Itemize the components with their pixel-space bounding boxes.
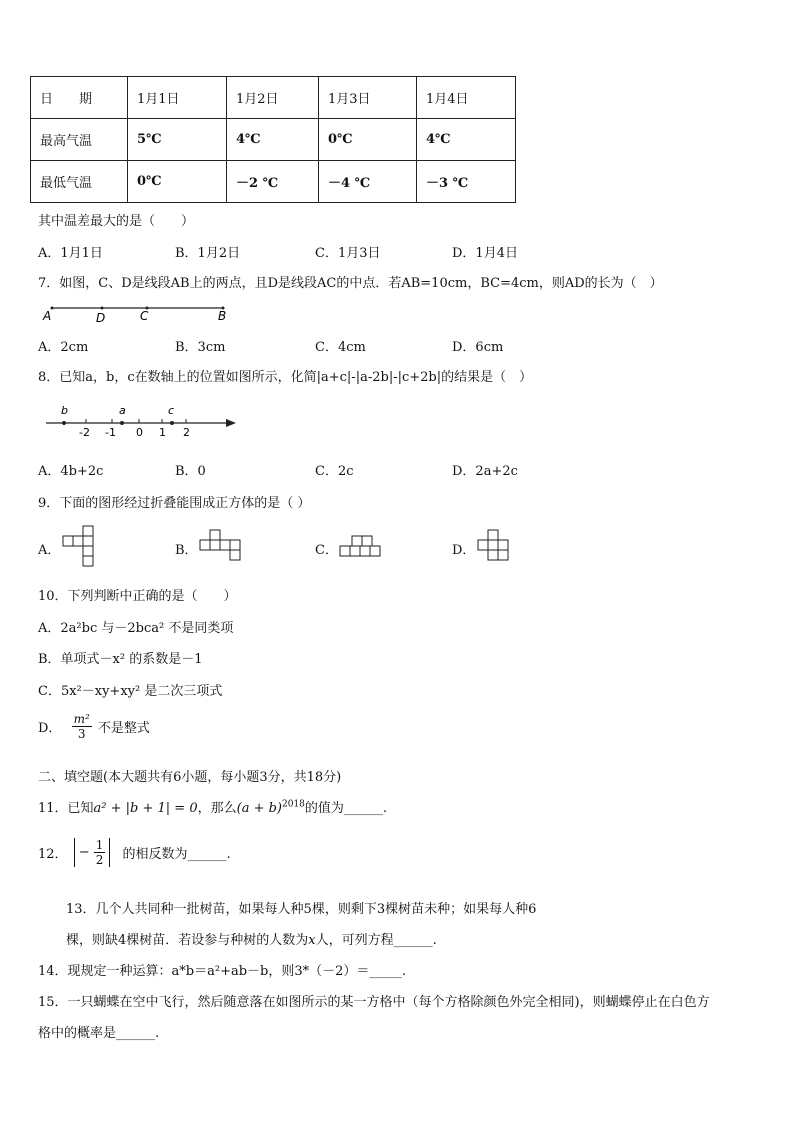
q7-option-c: C．4cm [315,340,366,355]
exponent: 2018 [282,799,305,810]
q9-stem: 9．下面的图形经过折叠能围成正方体的是（ ） [38,496,311,511]
fraction-denominator: 3 [77,727,86,741]
table-cell: 最高气温 [31,119,128,161]
q15-line2: 格中的概率是______. [38,1026,160,1041]
q7-stem: 7．如图，C、D是线段AB上的两点，且D是线段AC的中点．若AB=10cm，BC=4cm，则AD的长为（ ） [38,276,663,291]
point-label: b [61,404,68,417]
table-cell: 4℃ [417,119,516,161]
temperature-table [30,76,516,203]
option-text: 不是整式 [97,721,150,736]
number-line-figure [44,402,244,442]
point-label: a [119,404,126,417]
table-cell: 0℃ [319,119,417,161]
point-label: A [43,309,52,323]
q10-option-b: B．单项式－x² 的系数是－1 [38,652,203,667]
q9-option-b: B． [175,543,198,558]
math-expression: a² + |b + 1| = 0 [93,801,198,816]
table-cell: 5℃ [128,119,227,161]
q8-option-a: A．4b+2c [38,464,104,479]
table-cell: 日 期 [31,77,128,119]
tick-label: 1 [159,426,166,439]
absolute-value: − $\frac{1}{2}$ [74,838,111,867]
fraction [94,838,106,867]
point-label: C [140,309,149,323]
segment-figure [40,298,240,326]
question-prefix: 11．已知 [38,801,94,816]
question-text: 棵，则缺4棵树苗．若设参与种树的人数为 [66,933,309,948]
tick-label: 2 [183,426,190,439]
point-label: D [96,311,106,325]
question-prefix: 12． [38,847,68,862]
q6-option-a: A．1月1日 [38,246,103,261]
q9-option-a: A． [38,543,61,558]
q8-stem: 8．已知a，b，c在数轴上的位置如图所示，化简|a+c|-|a-2b|-|c+2b|的结果是（ ） [38,370,533,385]
table-cell: 最低气温 [31,161,128,203]
q10-option-a: A．2a²bc 与－2bca² 不是同类项 [38,621,234,636]
cube-net-b [199,528,247,564]
fraction-numerator: m² [73,712,90,726]
q6-stem: 其中温差最大的是（ ） [38,214,195,229]
tick-label: -1 [105,426,116,439]
tick-label: 0 [136,426,143,439]
q10-option-c: C．5x²－xy+xy² 是二次三项式 [38,684,223,699]
table-cell: 1月1日 [128,77,227,119]
q8-option-b: B．0 [175,464,206,479]
question-text: ，那么 [197,801,237,816]
q6-option-c: C．1月3日 [315,246,381,261]
cube-net-d [475,528,515,564]
q7-option-a: A．2cm [38,340,89,355]
q7-option-b: B．3cm [175,340,226,355]
q14: 14．现规定一种运算：a*b＝a²+ab－b，则3*（－2）＝_____. [38,964,407,979]
fraction-numerator: 1 [95,838,104,852]
math-variable: x [308,933,316,948]
q10-stem: 10．下列判断中正确的是（ ） [38,589,237,604]
cube-net-c [338,534,386,560]
fraction-denominator: 2 [95,853,104,867]
question-text: 人，可列方程______. [315,933,437,948]
point-label: B [218,309,227,323]
table-cell: －2 ℃ [227,161,319,203]
q8-option-c: C．2c [315,464,354,479]
cube-net-a [62,524,102,568]
fraction [72,712,92,741]
tick-label: -2 [79,426,90,439]
q9-option-d: D． [452,543,476,558]
table-cell: 1月4日 [417,77,516,119]
q15-line1: 15．一只蝴蝶在空中飞行，然后随意落在如图所示的某一方格中（每个方格除颜色外完全相同)，则蝴蝶停止在白色方 [38,995,710,1010]
q6-option-b: B．1月2日 [175,246,241,261]
table-cell: 4℃ [227,119,319,161]
q7-option-d: D．6cm [452,340,504,355]
q11 [38,797,387,816]
table-cell: －4 ℃ [319,161,417,203]
point-label: c [168,404,175,417]
q8-option-d: D．2a+2c [452,464,518,479]
question-text: 的相反数为______. [122,847,231,862]
q12 [38,838,231,867]
q13-line2 [66,929,437,948]
question-text: 的值为______. [304,801,388,816]
section-heading: 二、填空题(本大题共有6小题，每小题3分，共18分) [38,770,342,785]
table-cell: 0℃ [128,161,227,203]
table-cell: 1月2日 [227,77,319,119]
option-label: D． [38,721,62,736]
math-expression: (a + b) [236,801,282,816]
table-row [31,119,516,161]
q9-option-c: C． [315,543,338,558]
q13-line1: 13．几个人共同种一批树苗，如果每人种5棵，则剩下3棵树苗未种；如果每人种6 [66,902,537,917]
table-row [31,161,516,203]
q6-option-d: D．1月4日 [452,246,518,261]
q10-option-d [38,712,150,741]
table-cell: －3 ℃ [417,161,516,203]
table-header-row [31,77,516,119]
table-cell: 1月3日 [319,77,417,119]
